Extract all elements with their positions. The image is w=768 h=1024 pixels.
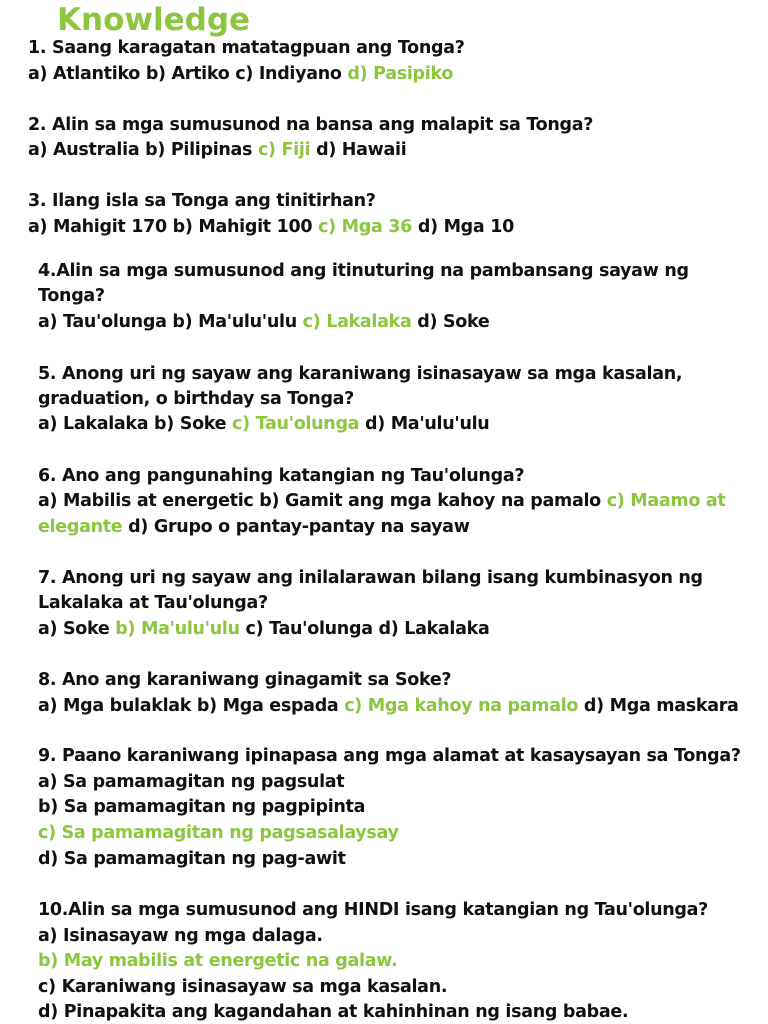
question-5-line-2: graduation, o birthday sa Tonga? [38,389,355,409]
correct-answer: c) Lakalaka [302,312,412,332]
option-text: c) Tau'olunga d) Lakalaka [239,619,490,639]
option-text: a) Lakalaka b) Soke [38,414,233,434]
question-4-line-2: Tonga? [38,286,105,306]
question-5-line-1: 5. Anong uri ng sayaw ang karaniwang isinasayaw sa mga kasalan, [38,364,683,384]
question-7-options [38,617,489,641]
question-1-options [28,62,453,86]
question-7-line-1: 7. Anong uri ng sayaw ang inilalarawan bilang isang kumbinasyon ng [38,568,703,588]
option-text: d) Mga maskara [578,696,739,716]
option-text: d) Grupo o pantay-pantay na sayaw [122,517,470,537]
correct-answer: c) Mga kahoy na pamalo [344,696,579,716]
option-text: d) Hawaii [310,140,407,160]
question-9-option-d: d) Sa pamamagitan ng pag-awit [38,849,346,869]
question-7-line-2: Lakalaka at Tau'olunga? [38,593,268,613]
question-5-options [38,412,489,436]
correct-answer: elegante [38,517,123,537]
option-text: a) Soke [38,619,116,639]
option-text: a) Atlantiko b) Artiko c) Indiyano [28,64,348,84]
correct-answer: b) Ma'ulu'ulu [115,619,240,639]
option-text: a) Mabilis at energetic b) Gamit ang mga kahoy na pamalo [38,491,607,511]
question-3: 3. Ilang isla sa Tonga ang tinitirhan? [28,191,376,211]
question-9-option-a: a) Sa pamamagitan ng pagsulat [38,772,345,792]
question-9-option-b: b) Sa pamamagitan ng pagpipinta [38,797,366,817]
page-title: Knowledge [57,2,251,38]
question-4-options [38,310,489,334]
option-text: a) Mahigit 170 b) Mahigit 100 [28,217,319,237]
option-text: a) Australia b) Pilipinas [28,140,258,160]
question-10-option-d: d) Pinapakita ang kagandahan at kahinhinan ng isang babae. [38,1002,629,1022]
question-10: 10.Alin sa mga sumusunod ang HINDI isang katangian ng Tau'olunga? [38,900,709,920]
question-9-option-c-correct: c) Sa pamamagitan ng pagsasalaysay [38,823,399,843]
question-3-options [28,215,514,239]
question-6: 6. Ano ang pangunahing katangian ng Tau'olunga? [38,466,525,486]
question-10-option-a: a) Isinasayaw ng mga dalaga. [38,926,323,946]
question-2-options [28,138,406,162]
question-8: 8. Ano ang karaniwang ginagamit sa Soke? [38,670,452,690]
question-10-option-b-correct: b) May mabilis at energetic na galaw. [38,951,398,971]
correct-answer: c) Mga 36 [318,217,413,237]
question-9: 9. Paano karaniwang ipinapasa ang mga alamat at kasaysayan sa Tonga? [38,746,741,766]
option-text: a) Tau'olunga b) Ma'ulu'ulu [38,312,303,332]
question-4-line-1: 4.Alin sa mga sumusunod ang itinuturing na pambansang sayaw ng [38,261,689,281]
correct-answer: c) Tau'olunga [232,414,360,434]
question-8-options [38,694,739,718]
question-6-options-line-2 [38,515,470,539]
option-text: d) Mga 10 [412,217,514,237]
question-2: 2. Alin sa mga sumusunod na bansa ang malapit sa Tonga? [28,115,594,135]
correct-answer: d) Pasipiko [347,64,454,84]
option-text: d) Soke [411,312,490,332]
correct-answer: c) Fiji [257,140,311,160]
question-6-options-line-1 [38,489,725,513]
option-text: d) Ma'ulu'ulu [359,414,490,434]
question-10-option-c: c) Karaniwang isinasayaw sa mga kasalan. [38,977,448,997]
question-1: 1. Saang karagatan matatagpuan ang Tonga? [28,38,465,58]
option-text: a) Mga bulaklak b) Mga espada [38,696,345,716]
correct-answer: c) Maamo at [606,491,726,511]
